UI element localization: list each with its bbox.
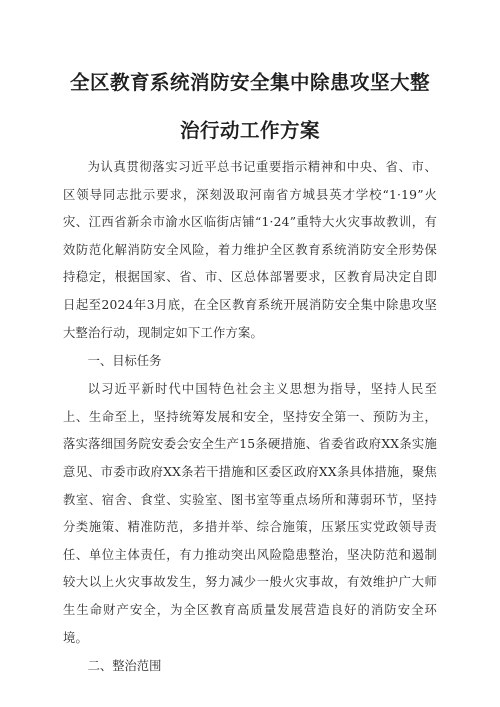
section-heading-scope: 二、整治范围 <box>87 659 162 674</box>
document-title-line-2: 治行动工作方案 <box>179 119 320 142</box>
objectives-paragraph: 以习近平新时代中国特色社会主义思想为指导，坚持人民至上、生命至上，坚持统筹发展和安全，坚持安全第一、预防为主，落实落细国务院安委会安全生产15条硬措施、省委省政府XX条实施意见、市委市政府XX条若干措施和区委区政府XX条具体措施，聚焦教室、宿舍、食堂、实验室、图书室等重点场所和薄弱环节，坚持分类施策、精准防范，多措并举、综合施策，压紧压实党政领导责任、单位主体责任，有力推动突出风险隐患整治，坚决防范和遏制较大以上火灾事故发生，努力减少一般火灾事故，有效维护广大师生生命财产安全，为全区教育高质量发展营造良好的消防安全环境。 <box>63 382 437 645</box>
document-body <box>63 154 437 681</box>
section-heading-objectives: 一、目标任务 <box>87 354 162 369</box>
intro-paragraph: 为认真贯彻落实习近平总书记重要指示精神和中央、省、市、区领导同志批示要求，深刻汲取河南省方城县英才学校“1·19”火灾、江西省新余市渝水区临街店铺“1·24”重特大火灾事故教训，有效防范化解消防安全风险，着力维护全区教育系统消防安全形势保持稳定，根据国家、省、市、区总体部署要求，区教育局决定自即日起至2024年3月底，在全区教育系统开展消防安全集中除患攻坚大整治行动，现制定如下工作方案。 <box>63 160 437 340</box>
document-title-line-1: 全区教育系统消防安全集中除患攻坚大整 <box>69 71 430 94</box>
